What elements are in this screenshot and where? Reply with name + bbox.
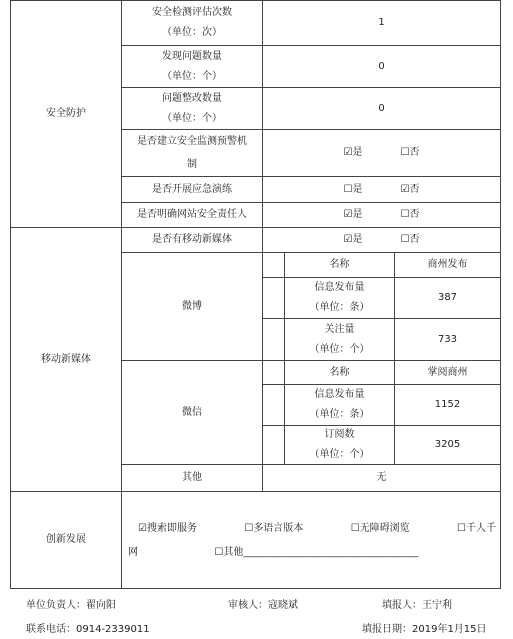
value-inspections: 1 xyxy=(378,17,385,28)
row-label-issues-found: 发现问题数量 （单位：个） xyxy=(162,50,222,82)
reviewer: 审核人：寇晓斌 xyxy=(228,600,298,611)
weibo-follow-value: 733 xyxy=(437,333,458,345)
weibo-posts-value: 387 xyxy=(437,292,458,303)
row-label-drill: 是否开展应急演练 xyxy=(152,183,232,195)
contact-phone: 联系电话：0914-2339011 xyxy=(26,624,150,635)
weibo-posts-label: 信息发布量 （单位：条） xyxy=(309,282,370,313)
checkbox-mobile-no[interactable]: ☐否 xyxy=(400,234,420,245)
choice-mobile xyxy=(263,228,500,252)
checkbox-responsible-no[interactable]: ☐否 xyxy=(400,209,420,220)
other-label: 其他 xyxy=(182,472,202,483)
row-label-monitoring: 是否建立安全监测预警机 制 xyxy=(137,136,247,170)
weibo-label: 微博 xyxy=(182,300,202,312)
wechat-posts-label: 信息发布量 （单位：条） xyxy=(309,389,370,420)
report-date: 填报日期：2019年1月15日 xyxy=(362,624,487,635)
checkbox-mobile-yes[interactable]: ☑是 xyxy=(343,234,363,245)
personalized-wrap: 网 xyxy=(128,547,138,558)
wechat-subs-label: 订阅数 （单位：个） xyxy=(309,429,370,460)
checkbox-monitoring-yes[interactable]: ☑是 xyxy=(343,147,363,158)
other-value: 无 xyxy=(376,472,387,483)
weibo-follow-label: 关注量 （单位：个） xyxy=(309,323,370,355)
row-label-issues-fixed: 问题整改数量 （单位：个） xyxy=(162,92,222,124)
section-security: 安全防护 xyxy=(46,108,86,119)
checkbox-drill-yes[interactable]: ☐是 xyxy=(343,183,363,195)
checkbox-responsible-yes[interactable]: ☑是 xyxy=(343,209,363,220)
checkbox-accessibility[interactable]: ☐无障碍浏览 xyxy=(350,523,410,534)
checkbox-other[interactable]: ☐其他___________________________________ xyxy=(214,547,419,558)
wechat-label: 微信 xyxy=(182,406,202,418)
wechat-name-value: 掌阅商州 xyxy=(427,366,468,378)
row-label-mobile: 是否有移动新媒体 xyxy=(152,234,232,245)
innovation-options xyxy=(128,517,496,567)
checkbox-personalized[interactable]: ☐千人千 xyxy=(457,523,496,534)
unit-head: 单位负责人：翟向阳 xyxy=(26,600,116,611)
filler: 填报人：王宁利 xyxy=(382,600,452,611)
checkbox-drill-no[interactable]: ☑否 xyxy=(400,183,420,195)
wechat-name-header: 名称 xyxy=(329,366,350,378)
weibo-name-header: 名称 xyxy=(329,259,350,270)
weibo-name-value: 商州发布 xyxy=(427,259,468,270)
section-media: 移动新媒体 xyxy=(41,353,91,365)
choice-monitoring xyxy=(263,130,500,176)
checkbox-multilang[interactable]: ☐多语言版本 xyxy=(244,523,304,534)
checkbox-monitoring-no[interactable]: ☐否 xyxy=(400,147,420,158)
wechat-posts-value: 1152 xyxy=(434,399,461,410)
checkbox-search-service[interactable]: ☑搜索即服务 xyxy=(138,523,197,534)
value-issues-found: 0 xyxy=(378,60,385,72)
section-innovation: 创新发展 xyxy=(46,534,86,545)
wechat-subs-value: 3205 xyxy=(434,439,461,450)
value-issues-fixed: 0 xyxy=(378,102,385,114)
row-label-responsible: 是否明确网站安全责任人 xyxy=(137,209,247,220)
choice-drill xyxy=(263,177,500,202)
row-label-inspections: 安全检测评估次数 （单位：次） xyxy=(152,7,232,38)
choice-responsible xyxy=(263,203,500,227)
